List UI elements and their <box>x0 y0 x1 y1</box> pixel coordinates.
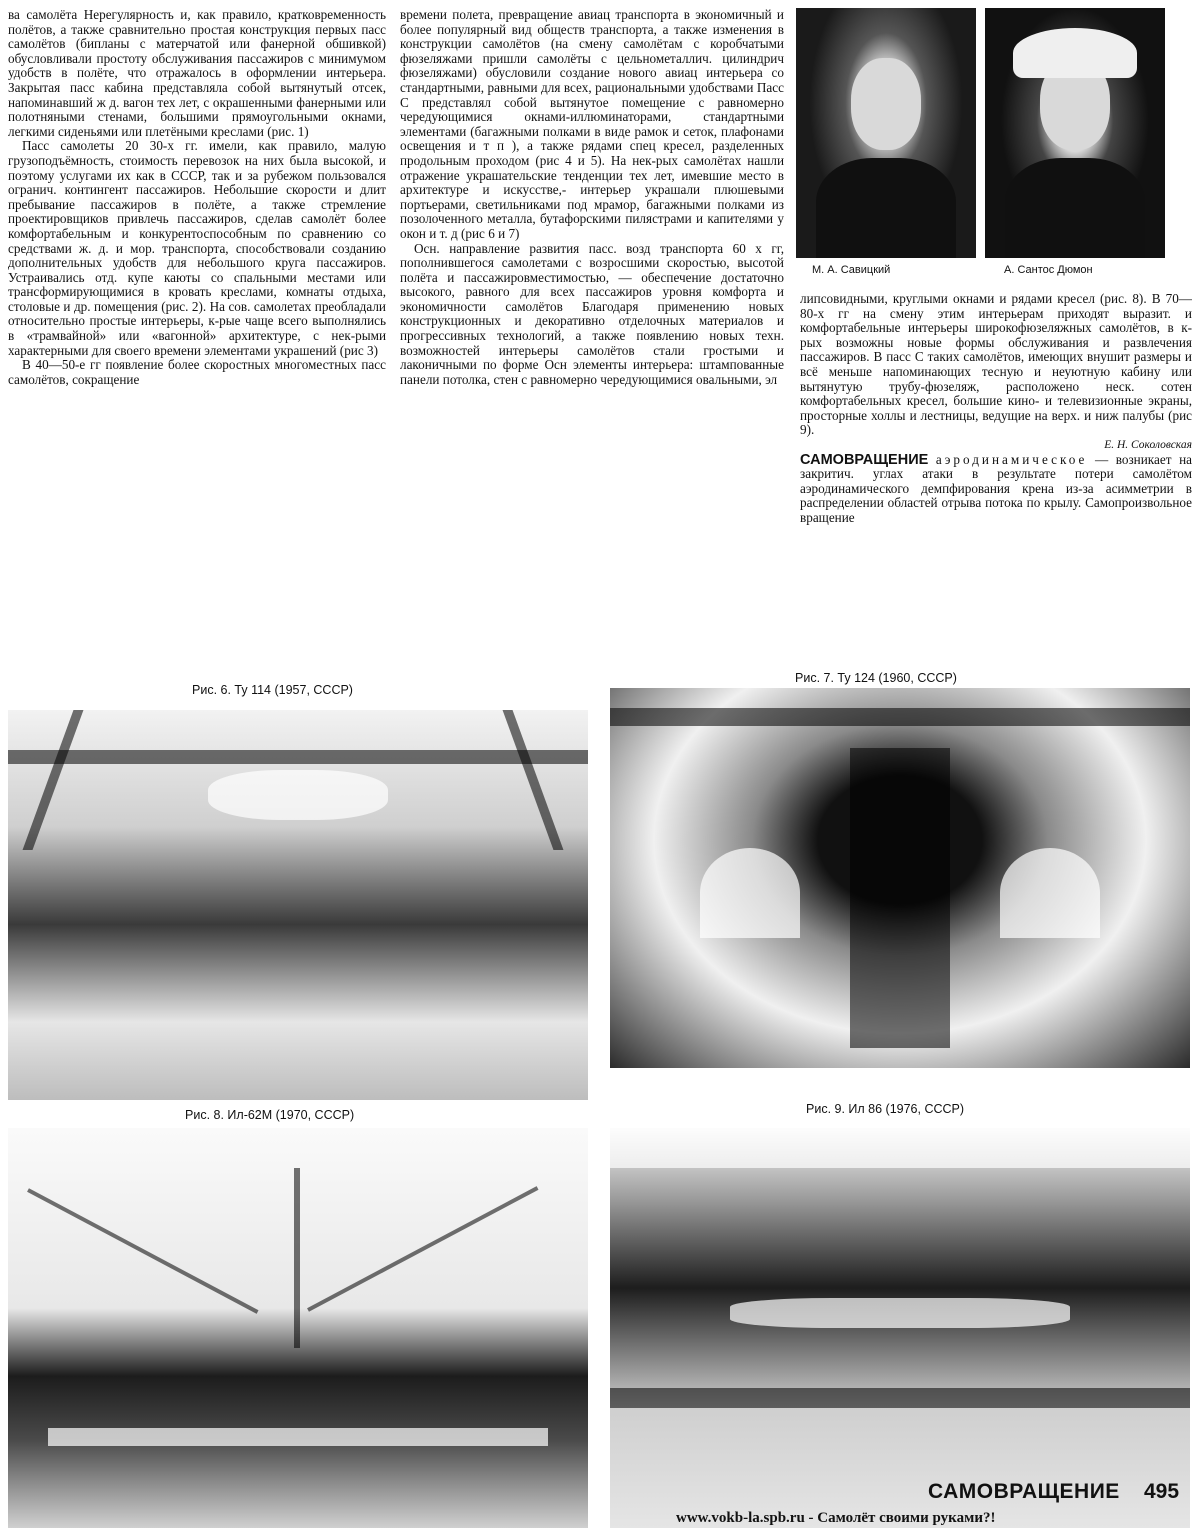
portrait-photo-savitsky <box>796 8 976 258</box>
paragraph: Пасс самолеты 20 30-х гг. имели, как правило, малую грузоподъёмность, стоимость перевозок на них была высокой, и поэтому услугами их как в СССР, так и за рубежом пользовался огранич. контингент пассажиров. Небольшие скорости и длит пребывание пассажиров в полёте, а также стремление проектировщиков привлечь пассажиров, сделав самолёт более комфортабельным и конкурентоспособным по сравнению со средствами ж. д. и мор. транспорта, способствовали созданию дополнительных удобств для небольшого круга пассажиров. Устраивались отд. купе каюты со спальными местами или трансформирующимися в кровать креслами, комнаты отдыха, столовые и др. помещения (рис. 2). На сов. самолетах преобладали относительно простые интерьеры, к-рые чаще всего выполнялись в «трамвайной» или «вагонной» архитектуре, с нек-рыми характерными для своего времени элементами украшений (рис 3) <box>8 138 386 358</box>
paragraph: липсовидными, круглыми окнами и рядами кресел (рис. 8). В 70—80-х гг на смену этим интерьерам приходят выразит. и комфортабельные интерьеры широкофюзеляжных самолётов, в к-рых возможны новые формы обслуживания и развлечения пассажиров. В пасс С таких самолётов, имеющих внушит размеры и всё меньше напоминающих тесную и неуютную кабину или вытянутую трубу-фюзеляж, расположено неск. сотен комфортабельных кресел, большие кино- и телевизионные экраны, просторные холлы и лестницы, ведущие на верх. и ниж палубы (рис 9). <box>800 292 1192 438</box>
text-column-3 <box>800 292 1192 664</box>
text-column-1 <box>8 8 386 668</box>
figure-6-cabin-photo <box>8 710 588 1100</box>
portrait-caption-left: М. А. Савицкий <box>812 264 891 276</box>
portrait-caption-right: А. Сантос Дюмон <box>1004 264 1093 276</box>
figure-8-caption: Рис. 8. Ил-62М (1970, СССР) <box>185 1108 355 1122</box>
paragraph: ва самолёта Нерегулярность и, как правило, кратковременность полётов, а также сравнительно простая конструкция первых пасс самолётов (бипланы с матерчатой или фанерной обшивкой) обусловливали простоту обслуживания пассажиров с минимумом удобств в полёте, что отражалось в оформлении интерьера. Закрытая пасс кабина представляла собой вытянутый отсек, напоминавший ж д. вагон тех лет, с окрашенными фанерными или полотняными стенами, большими прямоугольными окнами, легкими сиденьями или плетёными креслами (рис. 1) <box>8 8 386 139</box>
figure-9-caption: Рис. 9. Ил 86 (1976, СССР) <box>806 1102 965 1116</box>
entry-term: САМОВРАЩЕНИЕ <box>800 451 929 468</box>
paragraph: Осн. направление развития пасс. возд транспорта 60 х гг, пополнившегося самолетами с возросшими скоростью, высотой полёта и пассажировместимостью, — обеспечение достаточно высокого, равного для всех пассажиров уровня комфорта и экономичности самолётов Благодаря применению новых конструкционных и декоративно отделочных материалов и прогрессивных технологий, а также появлению новых техн. возможностей интерьеры самолётов стали гростыми и лаконичными по форме Осн элементы интерьера: штампованные панели потолка, стен с равномерно чередующимися овальными, эл <box>400 240 784 387</box>
paragraph: В 40—50-е гг появление более скоростных многоместных пасс самолётов, сокращение <box>8 357 386 387</box>
text-column-2 <box>400 8 784 668</box>
figure-7-caption: Рис. 7. Ту 124 (1960, СССР) <box>795 671 957 685</box>
portrait-photo-santos-dumont <box>985 8 1165 258</box>
article-author: Е. Н. Соколовская <box>1104 438 1192 451</box>
site-watermark-line: www.vokb-la.spb.ru - Самолёт своими руками?! <box>676 1510 996 1526</box>
paragraph: времени полета, превращение авиац транспорта в экономичный и более популярный вид обществ транспорта, а также изменения в конструкции самолётов (на смену самолётам с коробчатыми фюзеляжами пришли самолёты с цельнометаллич. цилиндрич фюзеляжами) обусловили создание нового авиац интерьера со стандартными, равными для всех, рациональными удобствами Пасс С представлял собой вытянутое помещение с равномерно чередующимися окнами-иллюминаторами, стандартными элементами (багажными полками в виде рамок и сеток, плафонами освещения и т п ), а также рядами спец кресел, разделенных продольным проходом (рис 4 и 5). На нек-рых самолётах нашли отражение украшательские тенденции тех лет, имевшие место в архитектуре и искусстве,- интерьер украшали плюшевыми портьерами, светильниками под мрамор, багажными полками из позолоченного металла, бутафорскими пилястрами и капителями у окон и т. д (рис 6 и 7) <box>400 8 784 241</box>
page-number: 495 <box>1144 1480 1180 1503</box>
entry-term-qualifier: аэродинамическое <box>935 451 1088 467</box>
figure-8-cabin-photo <box>8 1128 588 1528</box>
figure-9-cabin-photo <box>610 1128 1190 1528</box>
figure-7-cabin-photo <box>610 688 1190 1068</box>
running-head: САМОВРАЩЕНИЕ <box>928 1480 1120 1503</box>
figure-6-caption: Рис. 6. Ту 114 (1957, СССР) <box>192 683 353 697</box>
dictionary-entry <box>800 453 1192 526</box>
entry-text: — возникает на закритич. углах атаки в результате потери самолётом аэродинамического демпфирования крена из-за асимметрии в распределении областей отрыва потока по крылу. Самопроизвольное вращение <box>800 451 1192 525</box>
